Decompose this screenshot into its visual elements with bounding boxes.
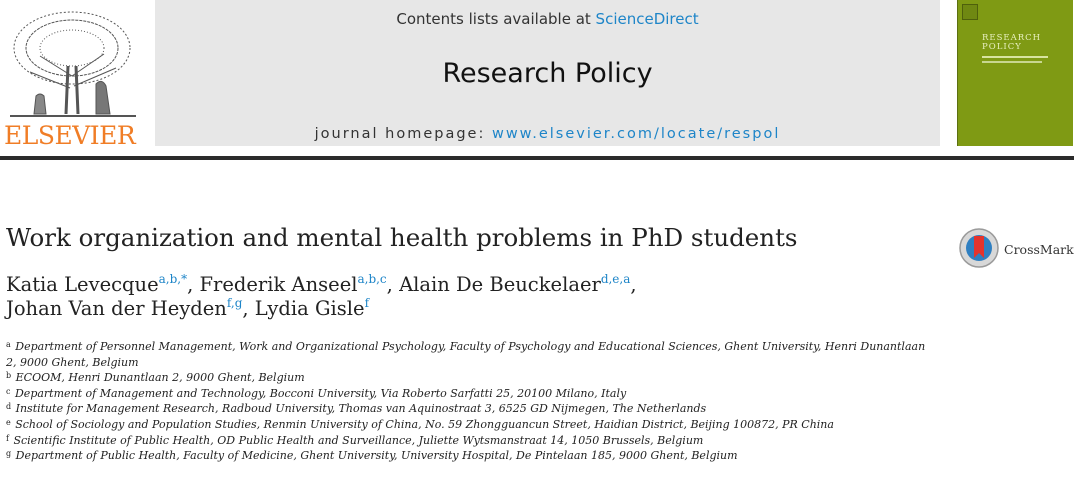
- crossmark-label: CrossMark: [1004, 242, 1074, 257]
- affiliation-key: e: [6, 417, 11, 427]
- author-separator: ,: [187, 273, 200, 296]
- affiliation-text: Institute for Management Research, Radboud University, Thomas van Aquinostraat 3, 6525 GD Nijmegen, The Netherlands: [15, 402, 707, 416]
- author-separator: ,: [630, 273, 637, 296]
- author-name[interactable]: Frederik Anseel: [199, 273, 358, 296]
- cover-logo-icon: [962, 4, 978, 20]
- affiliation-item: [6, 433, 926, 449]
- sciencedirect-link[interactable]: ScienceDirect: [595, 10, 699, 28]
- author-line: [6, 273, 637, 297]
- journal-homepage-line: [155, 126, 940, 142]
- header-rule: [0, 156, 1074, 160]
- crossmark-button[interactable]: [958, 226, 1078, 272]
- author-name[interactable]: Katia Levecque: [6, 273, 159, 296]
- journal-homepage-link[interactable]: www.elsevier.com/locate/respol: [491, 126, 781, 142]
- affiliation-key: c: [6, 386, 11, 396]
- affiliation-text: ECOOM, Henri Dunantlaan 2, 9000 Ghent, Belgium: [15, 371, 305, 385]
- affiliation-text: Scientific Institute of Public Health, OD Public Health and Surveillance, Juliette Wytsmanstraat 14, 1050 Brussels, Belgium: [13, 433, 704, 447]
- affiliation-text: Department of Management and Technology, Bocconi University, Via Roberto Sarfatti 25, 20100 Milano, Italy: [14, 386, 627, 400]
- affiliation-key: f: [6, 433, 9, 443]
- contents-line: [155, 10, 940, 28]
- affiliation-text: Department of Public Health, Faculty of Medicine, Ghent University, University Hospital, De Pintelaan 185, 9000 Ghent, Belgium: [15, 449, 738, 463]
- affiliation-item: [6, 339, 926, 370]
- affiliation-text: School of Sociology and Population Studies, Renmin University of China, No. 59 Zhongguancun Street, Haidian District, Beijing 100872, PR China: [15, 417, 834, 431]
- author-affiliation-marks[interactable]: a,b,c: [357, 272, 387, 286]
- article-title: Work organization and mental health problems in PhD students: [6, 223, 798, 252]
- author-affiliation-marks[interactable]: f,g: [226, 296, 243, 310]
- author-name[interactable]: Alain De Beuckelaer: [399, 273, 601, 296]
- affiliation-text: Department of Personnel Management, Work and Organizational Psychology, Faculty of Psychology and Educational Sciences, Ghent University, Henri Dunantlaan 2, 9000 Ghent, Belgium: [6, 340, 926, 369]
- affiliation-item: [6, 386, 926, 402]
- cover-title-line2: POLICY: [982, 42, 1022, 52]
- affiliation-item: [6, 401, 926, 417]
- author-line: [6, 297, 637, 321]
- cover-divider: [982, 56, 1048, 58]
- journal-title: Research Policy: [442, 58, 653, 89]
- journal-cover-image[interactable]: [957, 0, 1073, 146]
- author-name[interactable]: Lydia Gisle: [254, 297, 365, 320]
- author-list: [6, 273, 637, 321]
- author-name[interactable]: Johan Van der Heyden: [6, 297, 227, 320]
- affiliation-key: b: [6, 371, 12, 381]
- cover-divider: [982, 61, 1042, 63]
- affiliation-key: g: [6, 449, 12, 459]
- cover-title-line1: RESEARCH: [982, 33, 1042, 43]
- author-affiliation-marks[interactable]: d,e,a: [600, 272, 631, 286]
- author-separator: ,: [242, 297, 255, 320]
- journal-banner: [155, 0, 940, 146]
- affiliation-list: [6, 339, 926, 464]
- affiliation-item: [6, 370, 926, 386]
- contents-prefix: Contents lists available at: [396, 10, 596, 28]
- affiliation-key: d: [6, 402, 12, 412]
- affiliation-key: a: [6, 340, 11, 349]
- elsevier-logo[interactable]: [0, 0, 150, 148]
- elsevier-tree-icon: [0, 6, 146, 120]
- elsevier-wordmark: ELSEVIER: [4, 121, 136, 150]
- homepage-prefix: journal homepage:: [314, 126, 492, 142]
- affiliation-item: [6, 448, 926, 464]
- affiliation-item: [6, 417, 926, 433]
- author-affiliation-marks[interactable]: a,b,*: [158, 272, 188, 286]
- cover-title: [982, 34, 1041, 52]
- author-affiliation-marks[interactable]: f: [364, 296, 370, 310]
- author-separator: ,: [386, 273, 400, 296]
- crossmark-icon: [958, 227, 1000, 269]
